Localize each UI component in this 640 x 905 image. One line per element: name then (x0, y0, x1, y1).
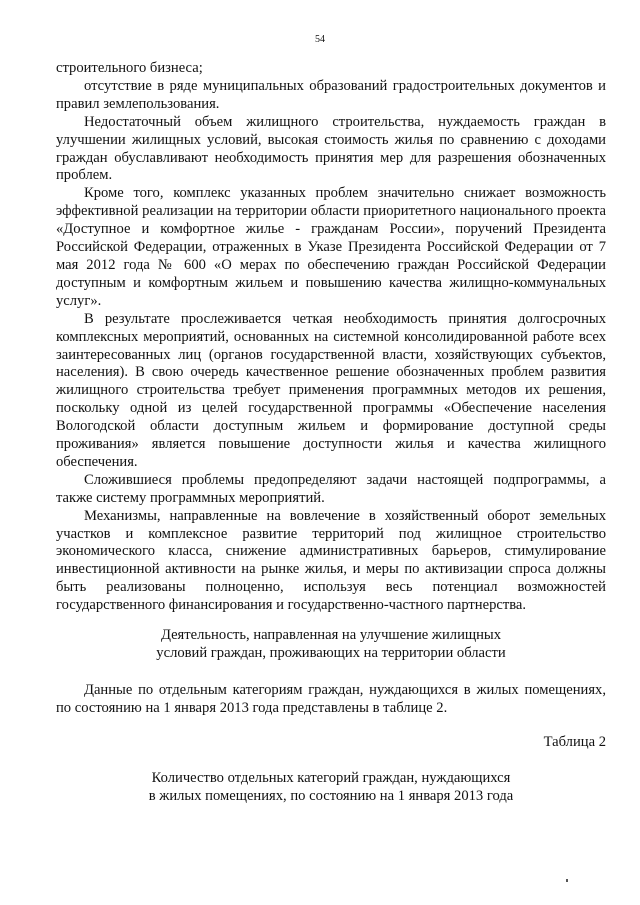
paragraph: Механизмы, направленные на вовлечение в хозяйственный оборот земельных участков и комплексное развитие территорий под жилищное строительство экономического класса, снижение административных барьеров, стимулирование инвестиционной активности на рынке жилья, и меры по активизации спроса должны быть реализованы полноценно, используя весь потенциал возможностей государственного финансирования и государственно-частного партнерства. (56, 507, 606, 614)
section-heading (56, 626, 606, 662)
table-title-line: в жилых помещениях, по состоянию на 1 января 2013 года (148, 788, 514, 804)
section-heading-line: Деятельность, направленная на улучшение жилищных (160, 627, 502, 643)
table-title-line: Количество отдельных категорий граждан, нуждающихся (151, 770, 511, 786)
paragraph: Данные по отдельным категориям граждан, нуждающихся в жилых помещениях, по состоянию на 1 января 2013 года представлены в таблице 2. (56, 682, 606, 716)
page-number: 54 (315, 34, 325, 45)
paragraph: Сложившиеся проблемы предопределяют задачи настоящей подпрограммы, а также систему программных мероприятий. (56, 471, 606, 506)
paragraph: Недостаточный объем жилищного строительства, нуждаемость граждан в улучшении жилищных условий, высокая стоимость жилья по сравнению с доходами граждан обуславливают необходимость принятия мер для разрешения обозначенных проблем. (56, 113, 606, 184)
paragraph: отсутствие в ряде муниципальных образований градостроительных документов и правил землепользования. (56, 77, 606, 112)
section-heading-line: условий граждан, проживающих на территории области (156, 645, 506, 661)
scan-speck (566, 879, 568, 882)
body-text (56, 60, 606, 615)
table-label: Таблица 2 (543, 734, 606, 750)
paragraph: строительного бизнеса; (56, 60, 203, 76)
paragraph: Кроме того, комплекс указанных проблем значительно снижает возможность эффективной реализации на территории области приоритетного национального проекта «Доступное и комфортное жилье - гражданам России», поручений Президента Российской Федерации, отраженных в Указе Президента Российской Федерации от 7 мая 2012 года № 600 «О мерах по обеспечению граждан Российской Федерации доступным и комфортным жильем и повышению качества жилищно-коммунальных услуг». (56, 185, 606, 309)
table-title (56, 769, 606, 805)
paragraph: В результате прослеживается четкая необходимость принятия долгосрочных комплексных мероприятий, основанных на системной консолидированной работе всех заинтересованных лиц (органов государственной власти, хозяйствующих субъектов, населения). В свою очередь качественное решение обозначенных проблем развития жилищного строительства требует применения программных методов их решения, поскольку одной из целей государственной программы «Обеспечение населения Вологодской области доступным жильем и формирование доступной среды проживания» является повышение доступности жилья и качества жилищного обеспечения. (56, 310, 606, 470)
